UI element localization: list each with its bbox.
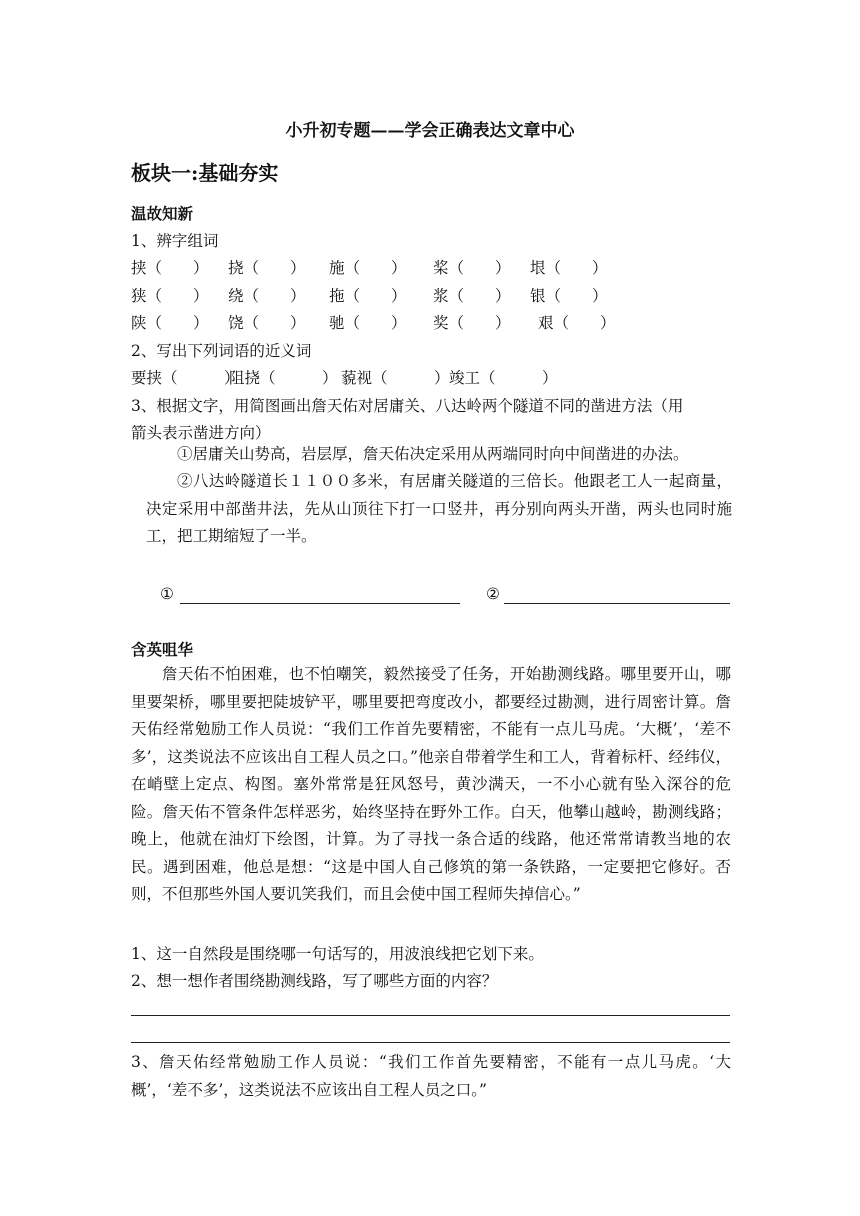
review-heading: 温故知新 bbox=[131, 204, 194, 223]
reading-q2: 2、想一想作者围绕勘测线路，写了哪些方面的内容？ bbox=[131, 972, 498, 990]
q3-label-line2: 箭头表示凿进方向） bbox=[131, 424, 271, 442]
char-item: 饶（ ） bbox=[228, 314, 306, 332]
char-item: 浆（ ） bbox=[433, 287, 511, 305]
reading-q3: 3、詹天佑经常勉励工作人员说：“我们工作首先要精密，不能有一点儿马虎。‘大概’，‘差不多’，这类说法不应该出自工程人员之口。” bbox=[131, 1053, 731, 1099]
char-item: 驰（ ） bbox=[329, 314, 407, 332]
synonym-item: 藐视（ ） bbox=[341, 369, 450, 387]
char-item: 桨（ ） bbox=[433, 259, 511, 277]
char-item: 挟（ ） bbox=[131, 259, 209, 277]
char-item: 艰（ ） bbox=[538, 314, 616, 332]
reading-passage: 詹天佑不怕困难，也不怕嘲笑，毅然接受了任务，开始勘测线路。哪里要开山，哪里要架桥，哪里要把陡坡铲平，哪里要把弯度改小，都要经过勘测，进行周密计算。詹天佑经常勉励工作人员说：“我们工作首先要精密，不能有一点儿马虎。‘大概’，‘差不多’，这类说法不应该出自工程人员之口。”他亲自带着学生和工人，背着标杆、经纬仪，在峭壁上定点、构图。塞外常常是狂风怒号，黄沙满天，一不小心就有坠入深谷的危险。詹天佑不管条件怎样恶劣，始终坚持在野外工作。白天，他攀山越岭，勘测线路；晚上，他就在油灯下绘图，计算。为了寻找一条合适的线路，他还常常请教当地的农民。遇到困难，他总是想：“这是中国人自己修筑的第一条铁路，一定要把它修好。否则，不但那些外国人要讥笑我们，而且会使中国工程师失掉信心。” bbox=[131, 665, 731, 903]
reading-q1: 1、这一自然段是围绕哪一句话写的，用波浪线把它划下来。 bbox=[131, 945, 544, 963]
char-item: 垠（ ） bbox=[530, 259, 608, 277]
q2-label: 2、写出下列词语的近义词 bbox=[131, 342, 312, 360]
reading-heading: 含英咀华 bbox=[131, 640, 194, 659]
char-item: 施（ ） bbox=[329, 259, 407, 277]
page-title: 小升初专题——学会正确表达文章中心 bbox=[285, 121, 575, 141]
blank-label-1: ① bbox=[160, 585, 174, 603]
blank-label-2: ② bbox=[486, 585, 500, 603]
char-item: 银（ ） bbox=[530, 287, 608, 305]
q3-label-line1: 3、根据文字，用简图画出詹天佑对居庸关、八达岭两个隧道不同的凿进方法（用 bbox=[131, 397, 684, 415]
char-item: 狭（ ） bbox=[131, 287, 209, 305]
char-item: 挠（ ） bbox=[228, 259, 306, 277]
char-item: 陕（ ） bbox=[131, 314, 209, 332]
answer-line-3[interactable] bbox=[131, 1015, 730, 1016]
char-item: 拖（ ） bbox=[329, 287, 407, 305]
answer-line-1[interactable] bbox=[180, 603, 460, 604]
char-item: 奖（ ） bbox=[433, 314, 511, 332]
section-title: 板块一:基础夯实 bbox=[131, 161, 279, 185]
synonym-item: 阻挠（ ） bbox=[229, 369, 338, 387]
char-item: 绕（ ） bbox=[228, 287, 306, 305]
synonym-item: 要挟（ ） bbox=[131, 369, 240, 387]
q1-label: 1、辨字组词 bbox=[131, 232, 219, 250]
q3-text-1: ①居庸关山势高，岩层厚，詹天佑决定采用从两端同时向中间凿进的办法。 bbox=[177, 445, 689, 463]
answer-line-4[interactable] bbox=[131, 1042, 730, 1043]
q3-text-2: ②八达岭隧道长１１００多米，有居庸关隧道的三倍长。他跟老工人一起商量，决定采用中部凿井法，先从山顶往下打一口竖井，再分别向两头开凿，两头也同时施工，把工期缩短了一半。 bbox=[146, 472, 732, 545]
answer-line-2[interactable] bbox=[504, 603, 730, 604]
synonym-item: 竣工（ ） bbox=[449, 369, 558, 387]
